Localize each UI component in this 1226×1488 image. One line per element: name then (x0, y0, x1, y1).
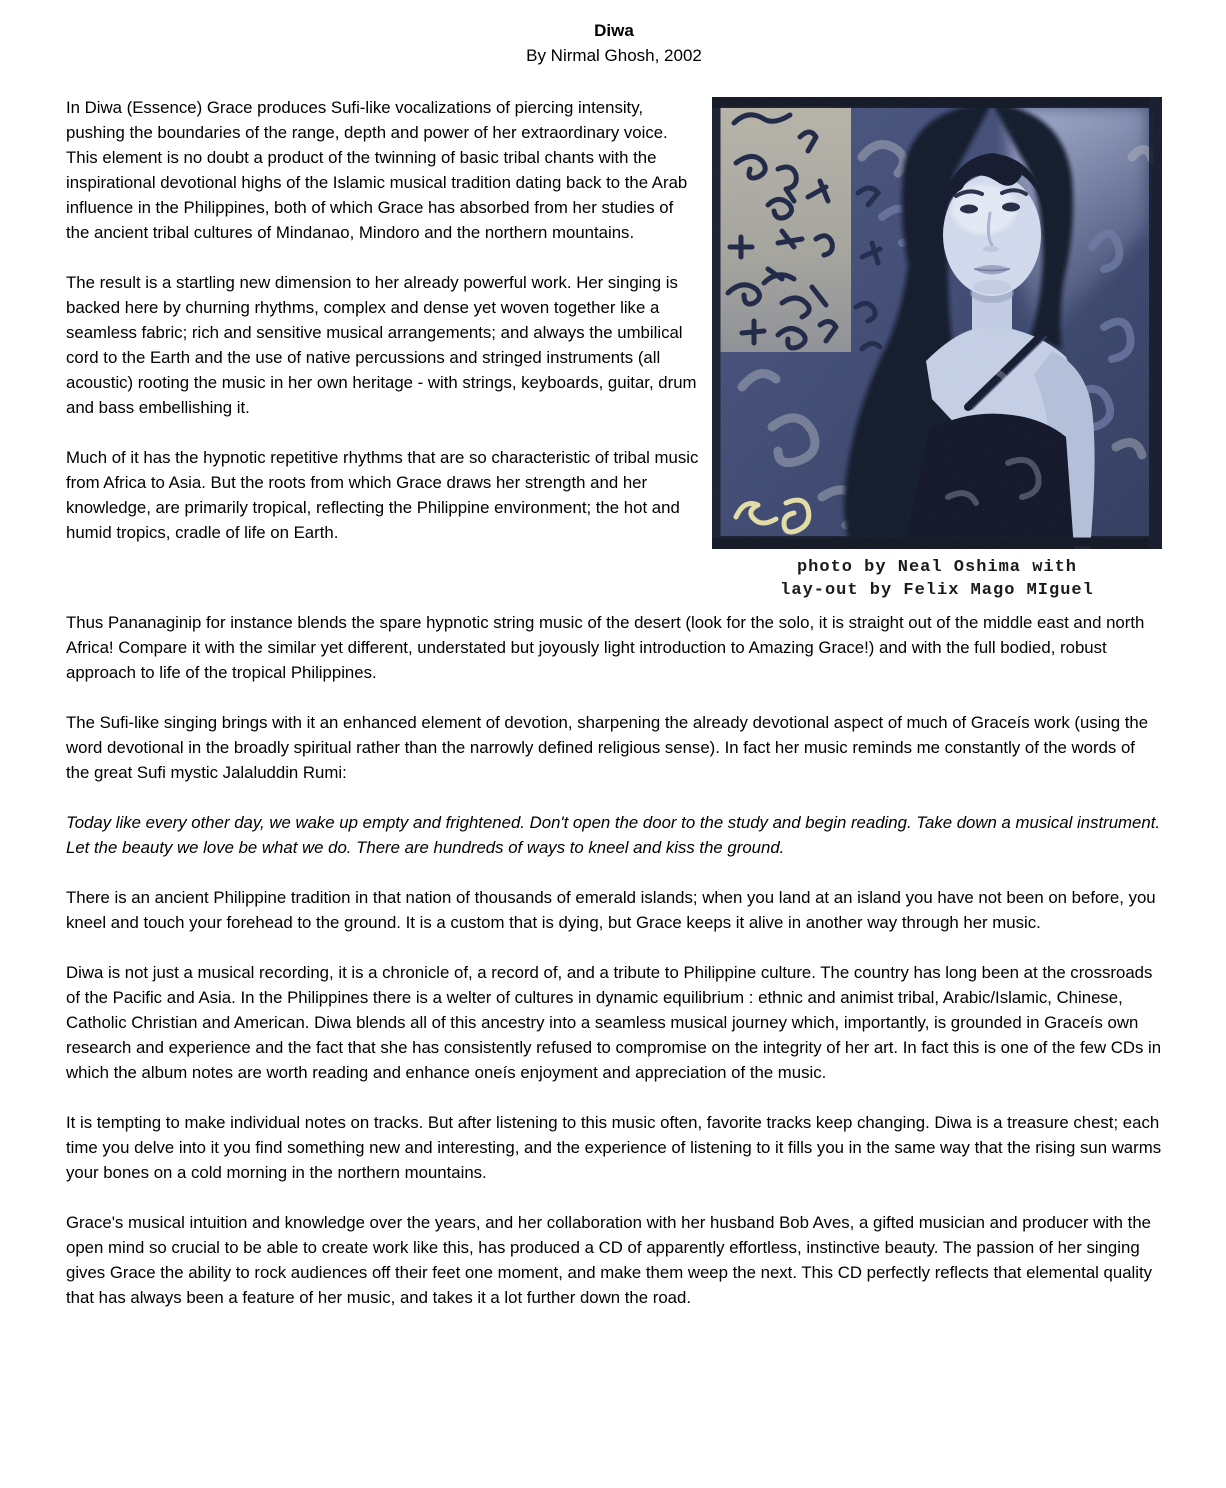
photo-caption-line2: lay-out by Felix Mago MIguel (780, 581, 1094, 600)
article-paragraph: Grace's musical intuition and knowledge over the years, and her collaboration with her husband Bob Aves, a gifted musician and producer with the open mind so crucial to be able to create work like this, has produced a CD of apparently effortless, instinctive beauty. The passion of her singing gives Grace the ability to rock audiences off their feet one moment, and make them weep the next. This CD perfectly reflects that elemental quality that has always been a feature of her music, and takes it a lot further down the road. (66, 1213, 1153, 1307)
photo-caption-line1: photo by Neal Oshima with (796, 558, 1078, 577)
byline: By Nirmal Ghosh, 2002 (526, 46, 702, 65)
article-paragraph: In Diwa (Essence) Grace produces Sufi-like vocalizations of piercing intensity, pushing the boundaries of the range, depth and power of her extraordinary voice. This element is no doubt a product of the twinning of basic tribal chants with the inspirational devotional highs of the Islamic musical tradition dating back to the Arab influence in the Philippines, both of which Grace has absorbed from her studies of the ancient tribal cultures of Mindanao, Mindoro and the northern mountains. (66, 98, 688, 242)
portrait-image (712, 97, 1162, 549)
article-paragraph: It is tempting to make individual notes on tracks. But after listening to this music often, favorite tracks keep changing. Diwa is a treasure chest; each time you delve into it you find something new and interesting, and the experience of listening to it fills you in the same way that the rising sun warms your bones on a cold morning in the northern mountains. (66, 1113, 1162, 1182)
page-title: Diwa (594, 21, 634, 40)
article-paragraph: Thus Pananaginip for instance blends the spare hypnotic string music of the desert (look for the solo, it is straight out of the middle east and north Africa! Compare it with the similar yet different, understated but joyously light introduction to Amazing Grace!) and with the full bodied, robust approach to life of the tropical Philippines. (66, 613, 1145, 682)
grain-texture (712, 97, 1162, 549)
article-paragraph: Today like every other day, we wake up empty and frightened. Don't open the door to the study and begin reading. Take down a musical instrument. Let the beauty we love be what we do. There are hundreds of ways to kneel and kiss the ground. (66, 813, 1161, 857)
photo-caption (712, 556, 1162, 602)
article-paragraph: There is an ancient Philippine tradition in that nation of thousands of emerald islands; when you land at an island you have not been on before, you kneel and touch your forehead to the ground. It is a custom that is dying, but Grace keeps it alive in another way through her music. (66, 888, 1156, 932)
article-paragraph: Much of it has the hypnotic repetitive rhythms that are so characteristic of tribal music from Africa to Asia. But the roots from which Grace draws her strength and her knowledge, are primarily tropical, reflecting the Philippine environment; the hot and humid tropics, cradle of life on Earth. (66, 448, 699, 542)
article-paragraph: The Sufi-like singing brings with it an enhanced element of devotion, sharpening the already devotional aspect of much of Graceís work (using the word devotional in the broadly spiritual rather than the narrowly defined religious sense). In fact her music reminds me constantly of the words of the great Sufi mystic Jalaluddin Rumi: (66, 713, 1149, 782)
photo-figure (712, 97, 1162, 602)
article-paragraph: The result is a startling new dimension to her already powerful work. Her singing is backed here by churning rhythms, complex and dense yet woven together like a seamless fabric; rich and sensitive musical arrangements; and always the umbilical cord to the Earth and the use of native percussions and stringed instruments (all acoustic) rooting the music in her own heritage - with strings, keyboards, guitar, drum and bass embellishing it. (66, 273, 697, 417)
article-paragraph: Diwa is not just a musical recording, it is a chronicle of, a record of, and a tribute to Philippine culture. The country has long been at the crossroads of the Pacific and Asia. In the Philippines there is a welter of cultures in dynamic equilibrium : ethnic and animist tribal, Arabic/Islamic, Chinese, Catholic Christian and American. Diwa blends all of this ancestry into a seamless musical journey which, importantly, is grounded in Graceís own research and experience and the fact that she has consistently refused to compromise on the integrity of her art. In fact this is one of the few CDs in which the album notes are worth reading and enhance oneís enjoyment and appreciation of the music. (66, 963, 1162, 1082)
article-body (66, 95, 1162, 1310)
